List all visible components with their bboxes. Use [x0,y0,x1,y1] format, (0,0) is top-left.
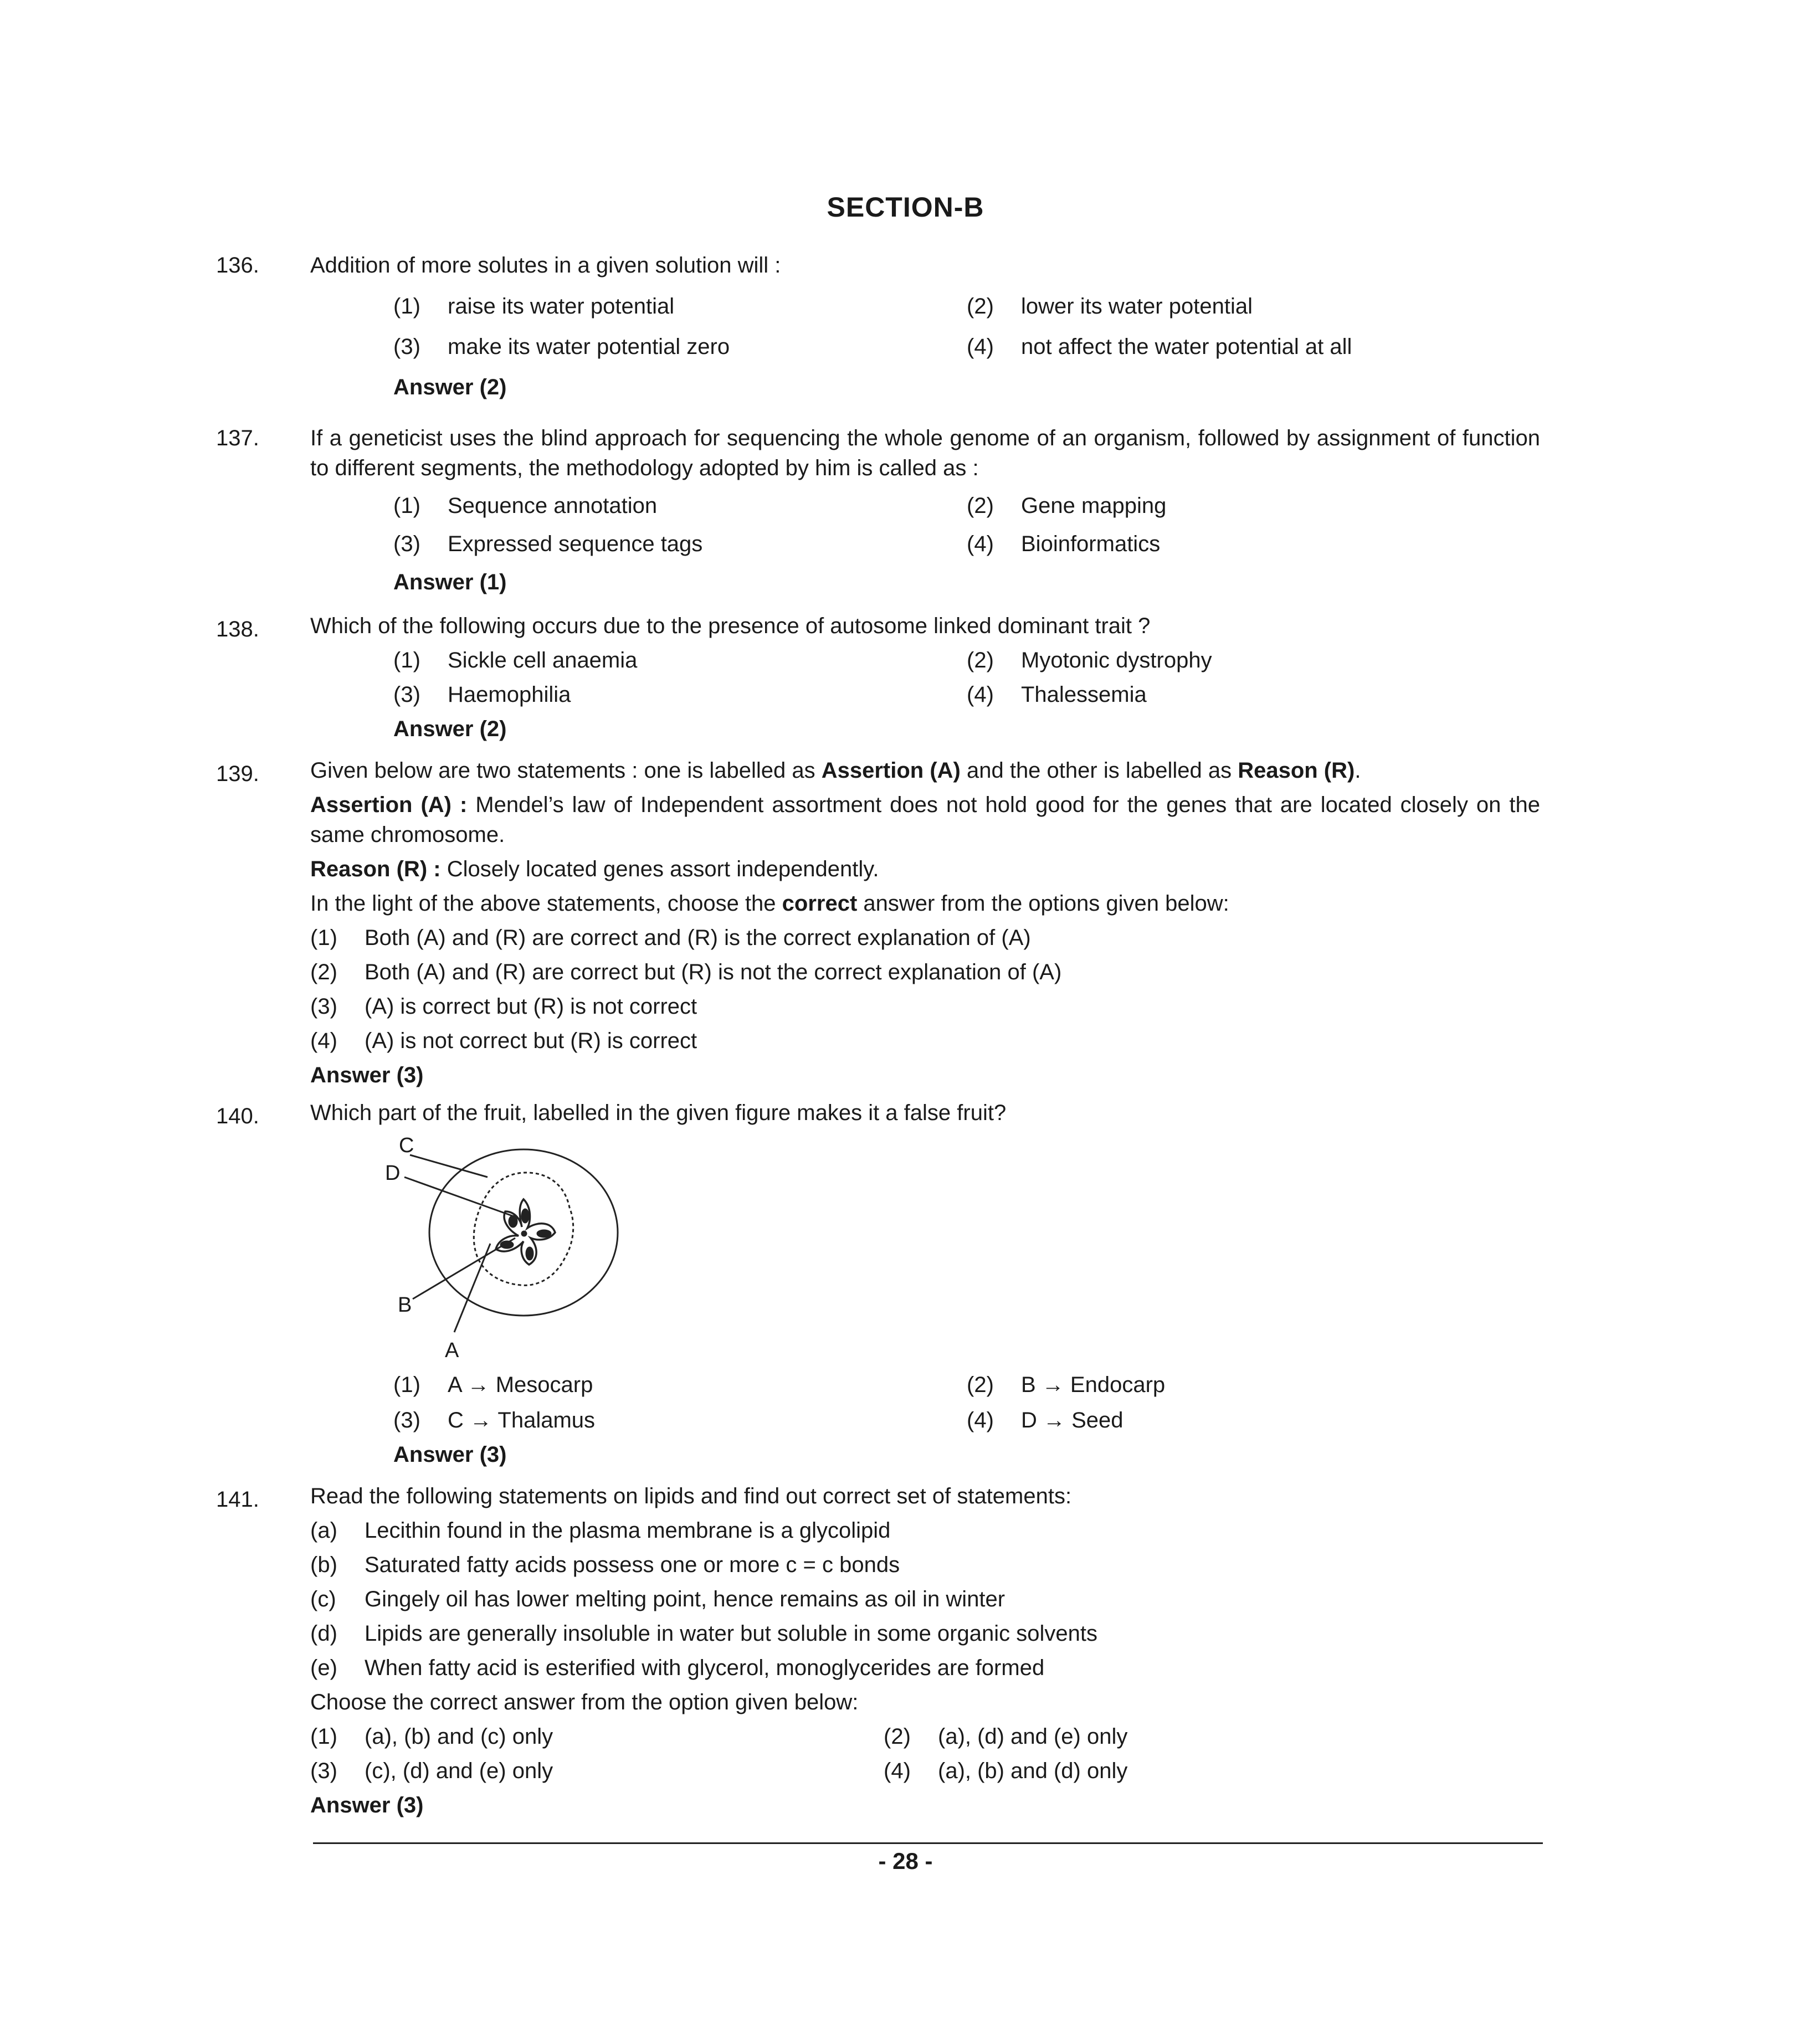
option-1: (1) (a), (b) and (c) only [310,1724,553,1749]
footer-divider [313,1842,1543,1844]
option-2: (2) Gene mapping [967,494,1167,518]
question-number: 137. [216,426,259,450]
option-3: (3) Haemophilia [393,682,571,707]
pointer-line-c [410,1155,488,1177]
section-title: SECTION-B [827,192,984,223]
label-c: C [399,1134,414,1157]
option-2: (2) B → Endocarp [967,1373,1166,1397]
option-1: (1) Sickle cell anaemia [393,648,638,672]
option-2: (2) Myotonic dystrophy [967,648,1212,672]
statement-c: (c) Gingely oil has lower melting point, hence remains as oil in winter [310,1587,1005,1611]
statement-b: (b) Saturated fatty acids possess one or more c = c bonds [310,1553,900,1577]
option-3: (3) (A) is correct but (R) is not correct [310,994,697,1019]
label-d: D [385,1162,401,1185]
question-number: 136. [216,253,259,278]
question-text: Read the following statements on lipids and find out correct set of statements: [310,1484,1072,1508]
answer: Answer (3) [310,1063,424,1087]
answer: Answer (3) [393,1442,507,1467]
option-3: (3) C → Thalamus [393,1408,596,1432]
question-text: Addition of more solutes in a given solution will : [310,253,781,278]
apple-cross-section-diagram [382,1133,637,1365]
question-140 [216,1098,1540,1128]
question-number: 141. [216,1487,259,1512]
option-3: (3) Expressed sequence tags [393,532,703,556]
option-4: (4) Thalessemia [967,682,1147,707]
answer: Answer (2) [393,375,507,399]
assertion-text: Assertion (A) : Mendel’s law of Independent assortment does not hold good for the genes that are located closely on the same chromosome. [310,793,1540,847]
answer: Answer (3) [310,1793,424,1817]
option-1: (1) raise its water potential [393,294,675,319]
question-text: Given below are two statements : one is labelled as Assertion (A) and the other is labelled as Reason (R). [310,758,1361,783]
pointer-line-a [454,1244,490,1332]
question-number: 139. [216,762,259,786]
option-3: (3) (c), (d) and (e) only [310,1759,553,1783]
option-4: (4) not affect the water potential at all [967,335,1352,359]
option-2: (2) lower its water potential [967,294,1253,319]
option-4: (4) D → Seed [967,1408,1123,1432]
answer: Answer (1) [393,570,507,594]
pointer-line-b [413,1238,515,1299]
answer: Answer (2) [393,717,507,741]
statement-d: (d) Lipids are generally insoluble in water but soluble in some organic solvents [310,1621,1097,1646]
instruction-text: In the light of the above statements, choose the correct answer from the options given below: [310,891,1229,916]
page-number: - 28 - [878,1848,933,1874]
question-136 [216,250,1540,402]
question-139 [216,756,1540,1090]
option-2: (2) (a), (d) and (e) only [884,1724,1128,1749]
question-number: 138. [216,617,259,641]
option-1: (1) Sequence annotation [393,494,658,518]
label-b: B [398,1293,412,1317]
label-a: A [445,1339,459,1362]
false-fruit-figure [382,1133,637,1365]
option-4: (4) (a), (b) and (d) only [884,1759,1128,1783]
question-text: Which part of the fruit, labelled in the given figure makes it a false fruit? [310,1101,1007,1125]
option-1: (1) A → Mesocarp [393,1373,593,1397]
option-2: (2) Both (A) and (R) are correct but (R) is not the correct explanation of (A) [310,960,1062,984]
option-3: (3) make its water potential zero [393,335,730,359]
question-141 [216,1481,1540,1820]
question-140-options [310,1370,1540,1470]
question-138 [216,611,1540,744]
statement-e: (e) When fatty acid is esterified with glycerol, monoglycerides are formed [310,1656,1045,1680]
question-text: If a geneticist uses the blind approach for sequencing the whole genome of an organism, followed by assignment of function to different segments, the methodology adopted by him is called as : [310,426,1540,480]
option-4: (4) (A) is not correct but (R) is correct [310,1029,697,1053]
question-text: Which of the following occurs due to the presence of autosome linked dominant trait ? [310,614,1151,638]
question-137 [216,423,1540,597]
question-number: 140. [216,1104,259,1128]
statement-a: (a) Lecithin found in the plasma membrane is a glycolipid [310,1518,891,1543]
reason-text: Reason (R) : Closely located genes assort independently. [310,857,879,881]
option-4: (4) Bioinformatics [967,532,1161,556]
option-1: (1) Both (A) and (R) are correct and (R) is the correct explanation of (A) [310,926,1031,950]
inner-fruit-outline [474,1173,573,1285]
instruction-text: Choose the correct answer from the option given below: [310,1690,859,1714]
